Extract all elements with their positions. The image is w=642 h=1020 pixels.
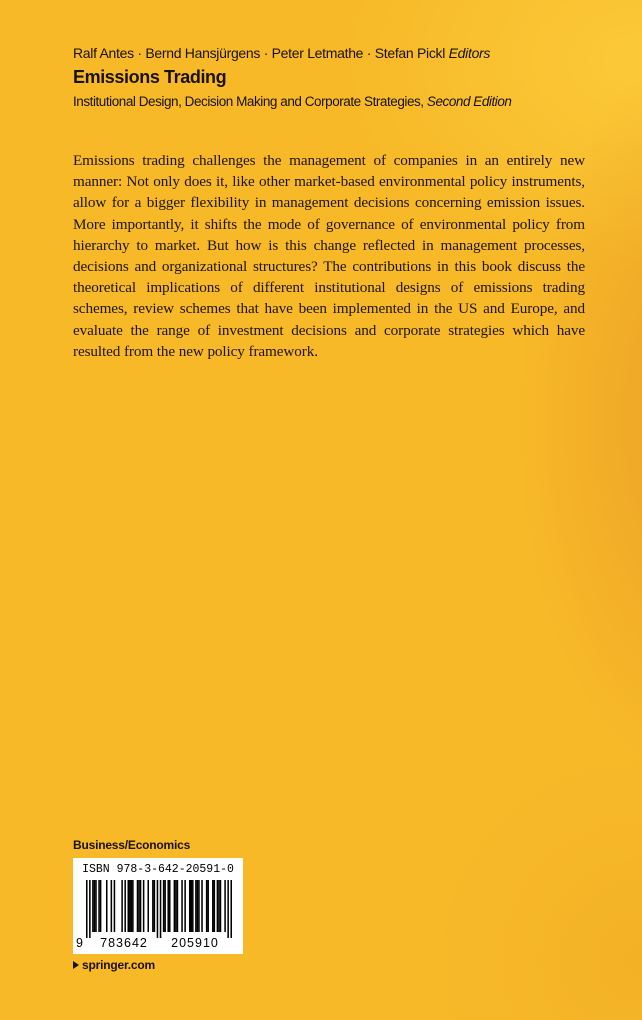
barcode-bar [201,880,203,932]
barcode-bar [94,880,96,932]
barcode-bar [127,880,129,932]
barcode-bar [220,880,222,932]
barcode-bar [160,880,162,938]
barcode-bar [167,880,169,932]
editors-names: Ralf Antes · Bernd Hansjürgens · Peter Letmathe · Stefan Pickl [73,45,446,61]
ean-right-group: 205910 [171,936,219,950]
editors-line [73,45,490,61]
barcode-bar [206,880,208,932]
book-subtitle-line [73,94,511,109]
editors-role: Editors [448,45,491,61]
barcode-icon [86,880,232,938]
ean-left-group: 783642 [100,936,148,950]
barcode-bar [174,880,176,932]
barcode-bar [124,880,126,932]
barcode-bar [100,880,102,932]
barcode-bar [137,880,139,932]
subject-category: Business/Economics [73,838,191,852]
triangle-arrow-right-icon [73,961,79,969]
barcode-bar [92,880,94,932]
barcode-bar [138,880,140,932]
barcode-bar [152,880,154,932]
barcode-bar [140,880,142,932]
barcode-bar [217,880,219,932]
barcode-bar [129,880,131,932]
barcode-bar [230,880,232,938]
barcode-bar [106,880,108,932]
barcode-bar [86,880,88,938]
barcode-bar [131,880,133,932]
barcode-bar [111,880,113,932]
barcode-bar [198,880,200,932]
barcode-bar [189,880,191,932]
barcode-bar [147,880,149,932]
barcode-bar [212,880,214,932]
barcode-bar [98,880,100,932]
book-blurb: Emissions trading challenges the management of companies in an entirely new manner: Not only does it, like other market-based environmental policy instruments, allow for a bigger flexibility in management decisions concerning emission issues. More importantly, it shifts the mode of governance of environmental policy from hierarchy to market. But how is this change reflected in management processes, decisions and organizational structures? The contributions in this book discuss the theoretical implications of different institutional designs of emissions trading schemes, review schemes that have been implemented in the US and Europe, and evaluate the range of investment decisions and corporate strategies which have resulted from the new policy framework. [73,152,585,360]
barcode-bar [164,880,166,932]
isbn-text: ISBN 978-3-642-20591-0 [82,863,234,876]
barcode-bar [195,880,197,932]
barcode-bar [169,880,171,932]
barcode-label [73,858,243,954]
barcode-bar [177,880,179,932]
barcode-bar [143,880,145,932]
barcode-bar [175,880,177,932]
barcode-bar [89,880,91,938]
barcode-bar [154,880,156,932]
barcode-bar [207,880,209,932]
book-title: Emissions Trading [73,67,227,87]
book-subtitle: Institutional Design, Decision Making and Corporate Strategies, [73,94,424,109]
barcode-bar [95,880,97,932]
barcode-bar [214,880,216,932]
barcode-bar [132,880,134,932]
barcode-bar [181,880,183,932]
barcode-bar [114,880,116,932]
barcode-bar [191,880,193,932]
publisher-link[interactable] [73,958,155,972]
barcode-bar [218,880,220,932]
barcode-bar [197,880,199,932]
publisher-url[interactable]: springer.com [82,958,155,972]
barcode-bar [184,880,186,932]
barcode-bar [163,880,165,932]
barcode-bar [192,880,194,932]
barcode-bar [157,880,159,938]
barcode-bar [224,880,226,932]
ean-first-digit: 9 [76,936,83,950]
barcode-bar [227,880,229,938]
barcode-bar [121,880,123,932]
book-edition: Second Edition [426,94,512,109]
